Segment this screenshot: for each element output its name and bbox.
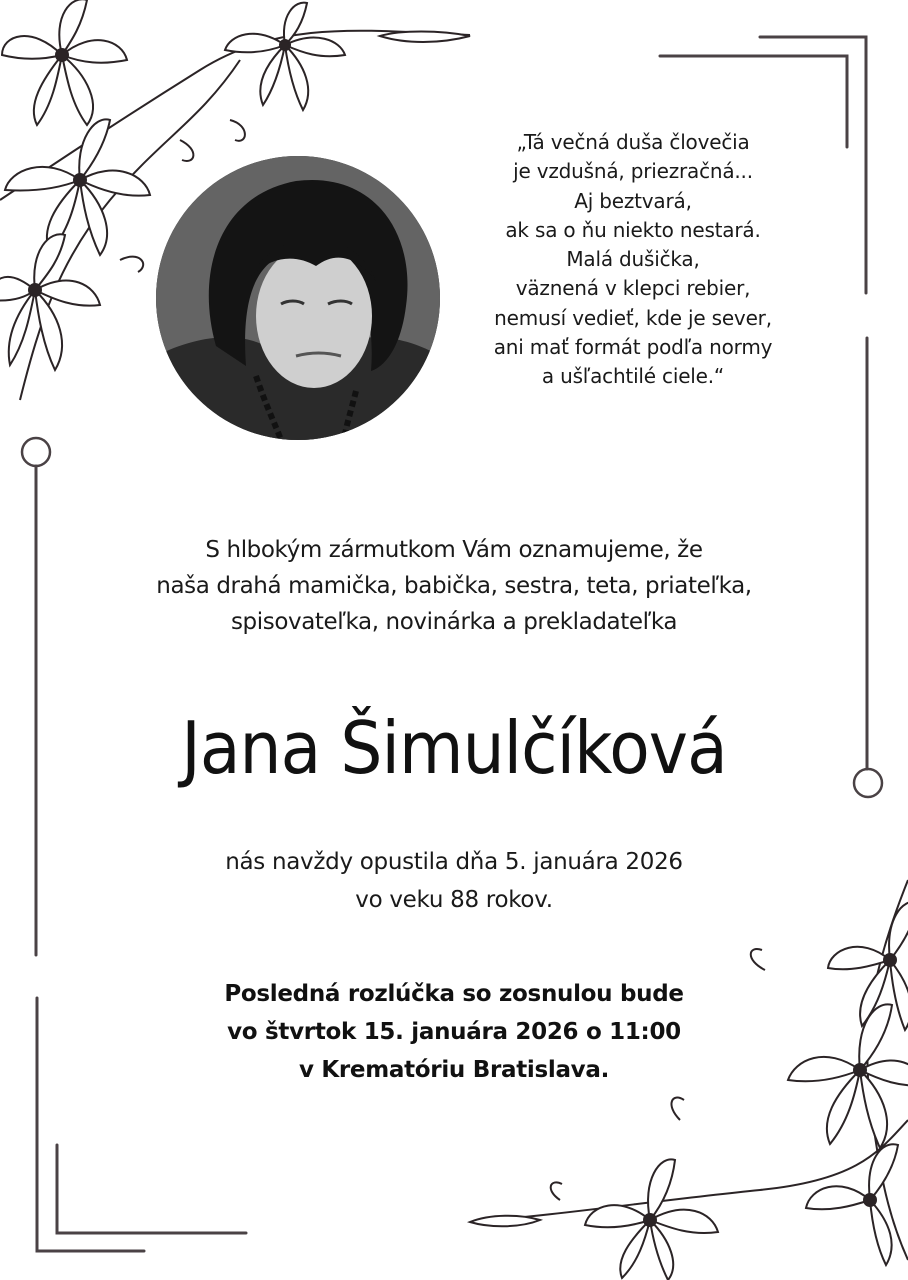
quote-line: je vzdušná, priezračná...	[513, 159, 753, 184]
quote-line: Aj beztvará,	[574, 188, 692, 213]
quote-line: „Tá večná duša človečia	[516, 130, 750, 154]
death-info-line: nás navždy opustila dňa 5. januára 2026	[225, 849, 683, 875]
funeral-info	[0, 975, 908, 1089]
portrait-image	[156, 156, 440, 440]
bottom-left-bracket-inner	[57, 1145, 246, 1233]
left-circle-ornament	[22, 438, 50, 466]
announcement-line: spisovateľka, novinárka a prekladateľka	[230, 609, 678, 635]
quote-line: nemusí vedieť, kde je sever,	[494, 305, 772, 330]
quote-line: väznená v klepci rebier,	[515, 276, 751, 301]
announcement-text	[60, 532, 848, 640]
quote-line: ak sa o ňu niekto nestará.	[505, 217, 761, 242]
portrait-photo	[156, 156, 440, 440]
quote-line: ani mať formát podľa normy	[493, 335, 773, 360]
funeral-info-line: vo štvrtok 15. januára 2026 o 11:00	[227, 1019, 681, 1045]
quote-line: Malá dušička,	[566, 247, 700, 272]
quote-line: a ušľachtilé ciele.“	[541, 364, 725, 389]
death-info	[0, 843, 908, 919]
death-info-line: vo veku 88 rokov.	[355, 887, 553, 913]
announcement-line: S hlbokým zármutkom Vám oznamujeme, že	[205, 537, 703, 563]
poem-quote	[458, 128, 808, 392]
deceased-name: Jana Šimulčíková	[181, 706, 727, 790]
announcement-line: naša drahá mamička, babička, sestra, teta, priateľka,	[156, 573, 752, 599]
funeral-info-line: v Krematóriu Bratislava.	[298, 1057, 610, 1083]
funeral-info-line: Posledná rozlúčka so zosnulou bude	[224, 981, 684, 1007]
